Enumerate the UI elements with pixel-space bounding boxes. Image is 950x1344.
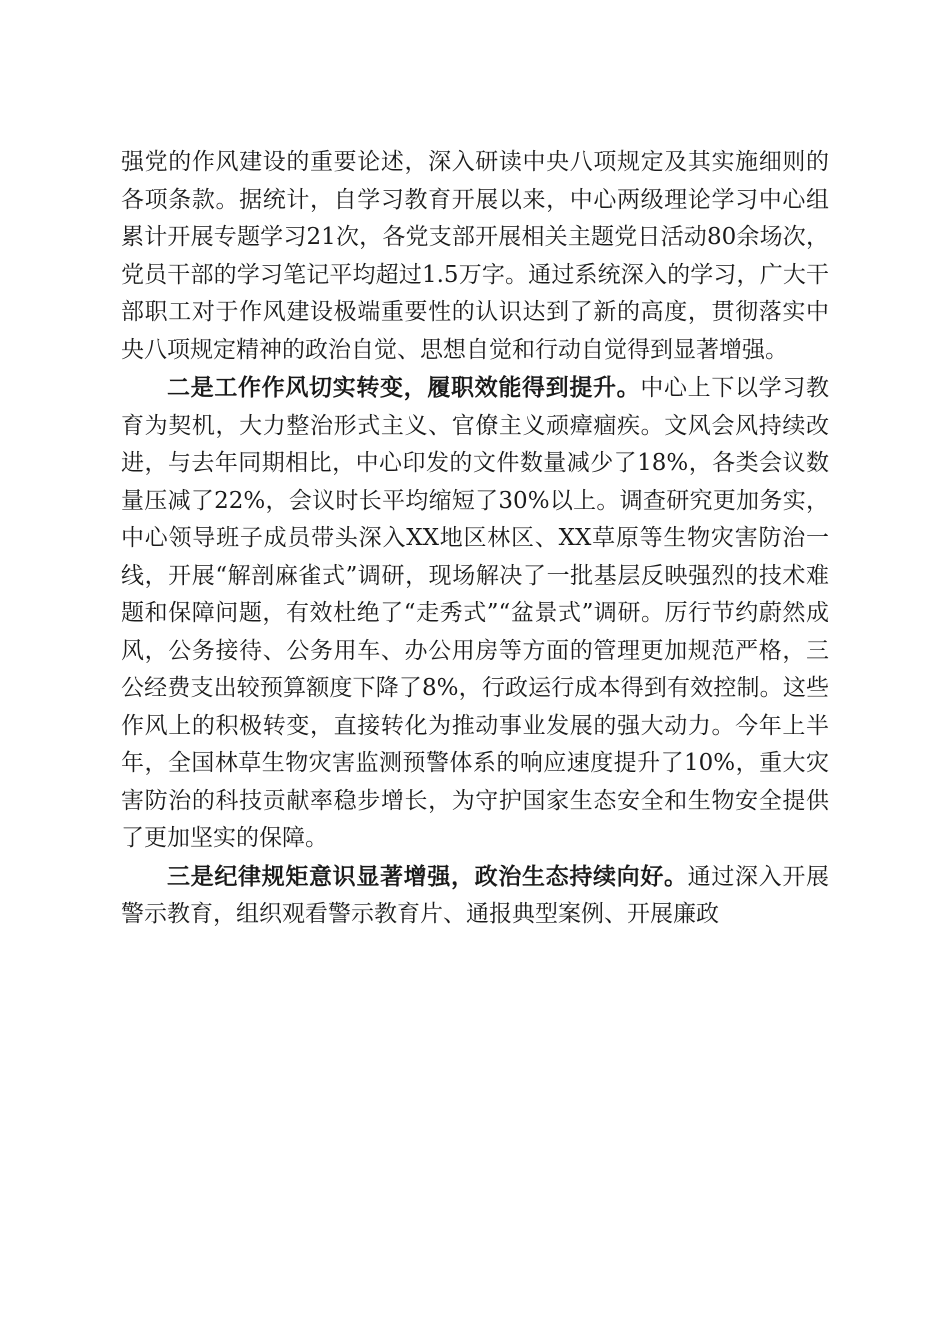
paragraph-1-text: 强党的作风建设的重要论述，深入研读中央八项规定及其实施细则的各项条款。据统计，自学习教育开展以来，中心两级理论学习中心组累计开展专题学习21次，各党支部开展相关主题党日活动80余场次，党员干部的学习笔记平均超过1.5万字。通过系统深入的学习，广大干部职工对于作风建设极端重要性的认识达到了新的高度，贯彻落实中央八项规定精神的政治自觉、思想自觉和行动自觉得到显著增强。 <box>121 149 829 363</box>
paragraph-3 <box>121 858 829 934</box>
paragraph-2-lead: 二是工作作风切实转变，履职效能得到提升。 <box>167 374 641 401</box>
document-body <box>121 143 829 934</box>
paragraph-2-text: 中心上下以学习教育为契机，大力整治形式主义、官僚主义顽瘴痼疾。文风会风持续改进，与去年同期相比，中心印发的文件数量减少了18%，各类会议数量压减了22%，会议时长平均缩短了30%以上。调查研究更加务实，中心领导班子成员带头深入XX地区林区、XX草原等生物灾害防治一线，开展“解剖麻雀式”调研，现场解决了一批基层反映强烈的技术难题和保障问题，有效杜绝了“走秀式”“盆景式”调研。厉行节约蔚然成风，公务接待、公务用车、办公用房等方面的管理更加规范严格，三公经费支出较预算额度下降了8%，行政运行成本得到有效控制。这些作风上的积极转变，直接转化为推动事业发展的强大动力。今年上半年，全国林草生物灾害监测预警体系的响应速度提升了10%，重大灾害防治的科技贡献率稳步增长，为守护国家生态安全和生物安全提供了更加坚实的保障。 <box>121 375 830 851</box>
paragraph-3-lead: 三是纪律规矩意识显著增强，政治生态持续向好。 <box>167 862 688 890</box>
paragraph-1 <box>121 143 829 369</box>
paragraph-2 <box>121 369 829 858</box>
paragraph-3-text: 通过深入开展警示教育，组织观看警示教育片、通报典型案例、开展廉政 <box>121 863 830 927</box>
